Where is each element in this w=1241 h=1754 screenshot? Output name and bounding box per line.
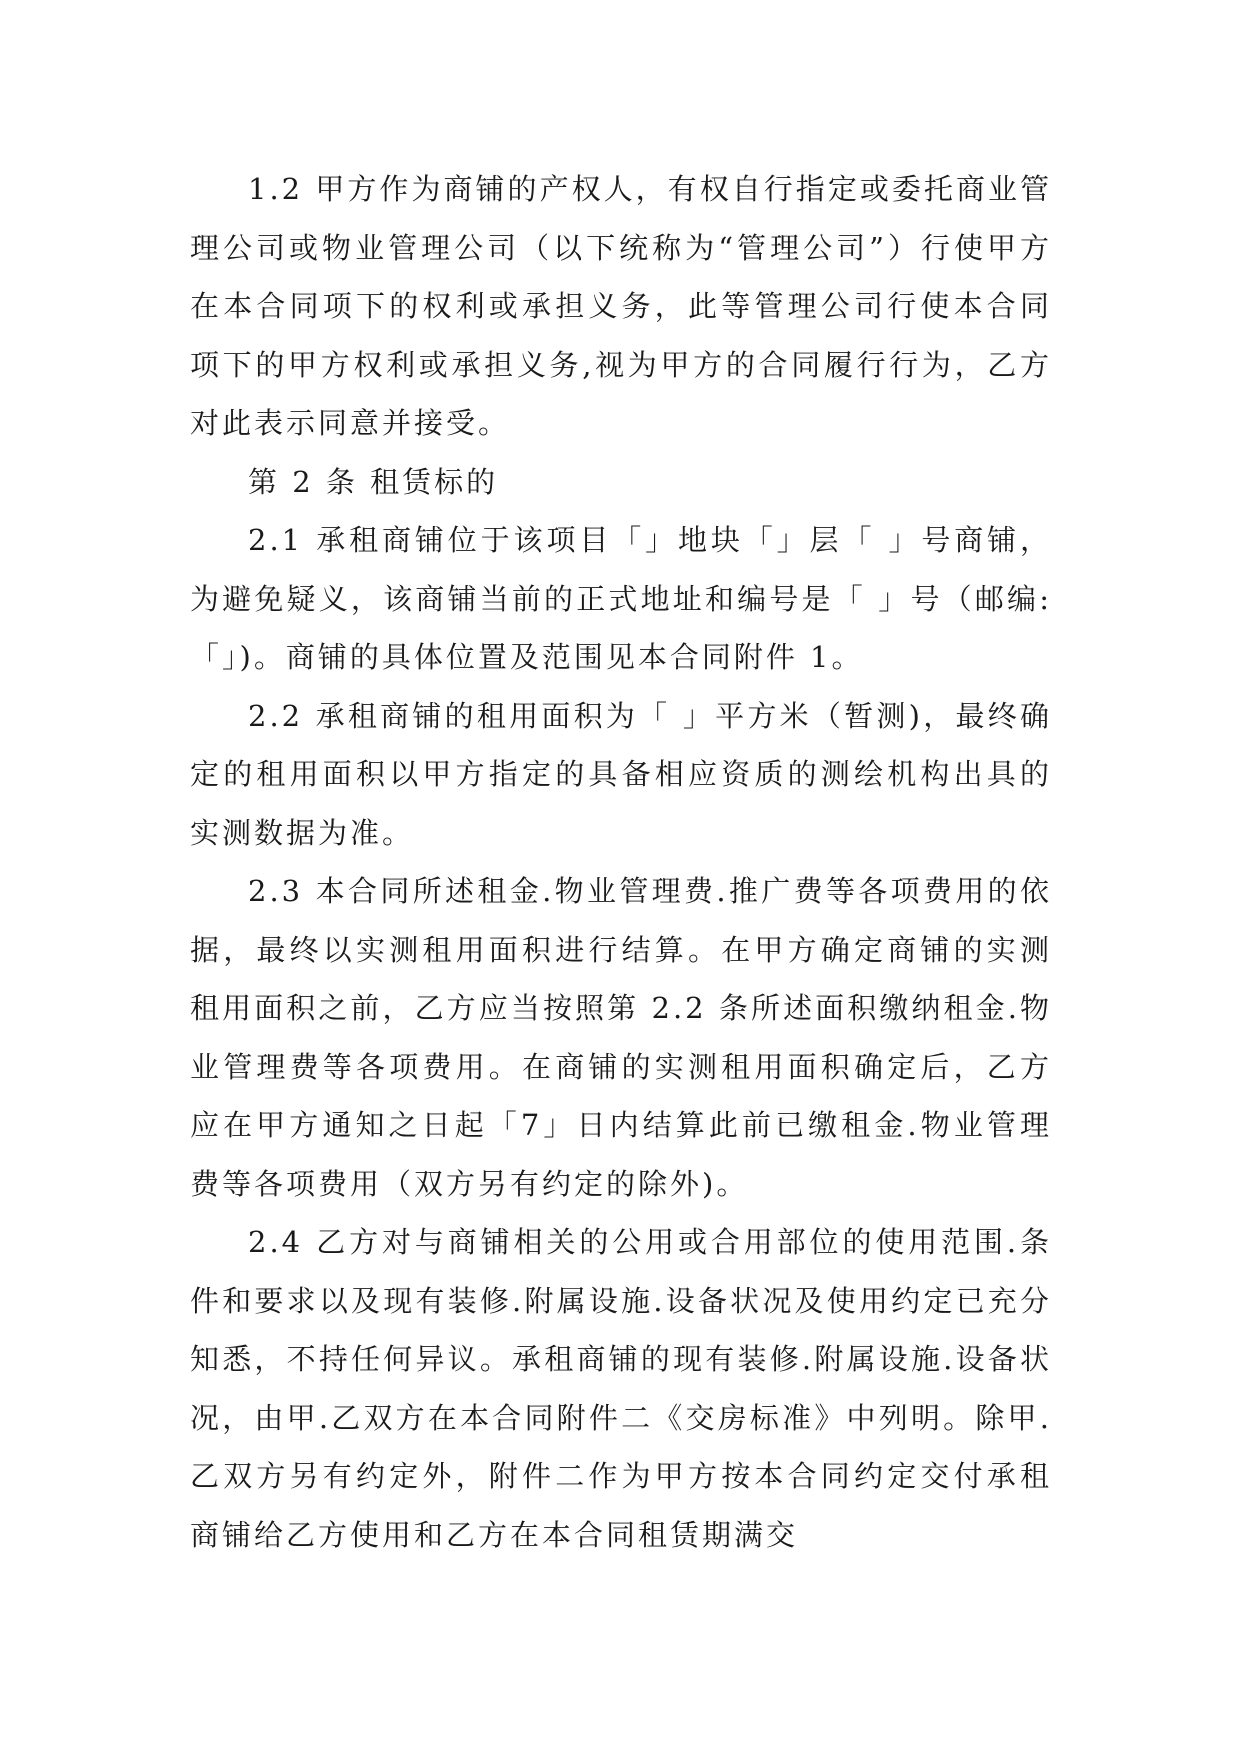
article-2-heading: 第 2 条 租赁标的 xyxy=(248,464,499,499)
clause-2-1: 2.1 承租商铺位于该项目「」地块「」层「 」号商铺，为避免疑义，该商铺当前的正式地址和编号是「 」号（邮编:「」)。商铺的具体位置及范围见本合同附件 1。 xyxy=(190,523,1052,674)
clause-1-2: 1.2 甲方作为商铺的产权人，有权自行指定或委托商业管理公司或物业管理公司（以下统称为“管理公司”）行使甲方在本合同项下的权利或承担义务，此等管理公司行使本合同项下的甲方权利或承担义务,视为甲方的合同履行行为，乙方对此表示同意并接受。 xyxy=(190,172,1052,440)
clause-2-3: 2.3 本合同所述租金.物业管理费.推广费等各项费用的依据，最终以实测租用面积进行结算。在甲方确定商铺的实测租用面积之前，乙方应当按照第 2.2 条所述面积缴纳租金.物业管理费等各项费用。在商铺的实测租用面积确定后，乙方应在甲方通知之日起「7」日内结算此前已缴租金.物业管理费等各项费用（双方另有约定的除外)。 xyxy=(190,874,1052,1201)
clause-2-4: 2.4 乙方对与商铺相关的公用或合用部位的使用范围.条件和要求以及现有装修.附属设施.设备状况及使用约定已充分知悉，不持任何异议。承租商铺的现有装修.附属设施.设备状况，由甲.乙双方在本合同附件二《交房标准》中列明。除甲.乙双方另有约定外，附件二作为甲方按本合同约定交付承租商铺给乙方使用和乙方在本合同租赁期满交 xyxy=(190,1225,1052,1552)
clause-2-2: 2.2 承租商铺的租用面积为「 」平方米（暂测)，最终确定的租用面积以甲方指定的具备相应资质的测绘机构出具的实测数据为准。 xyxy=(190,698,1052,850)
document-body xyxy=(190,160,1052,1564)
